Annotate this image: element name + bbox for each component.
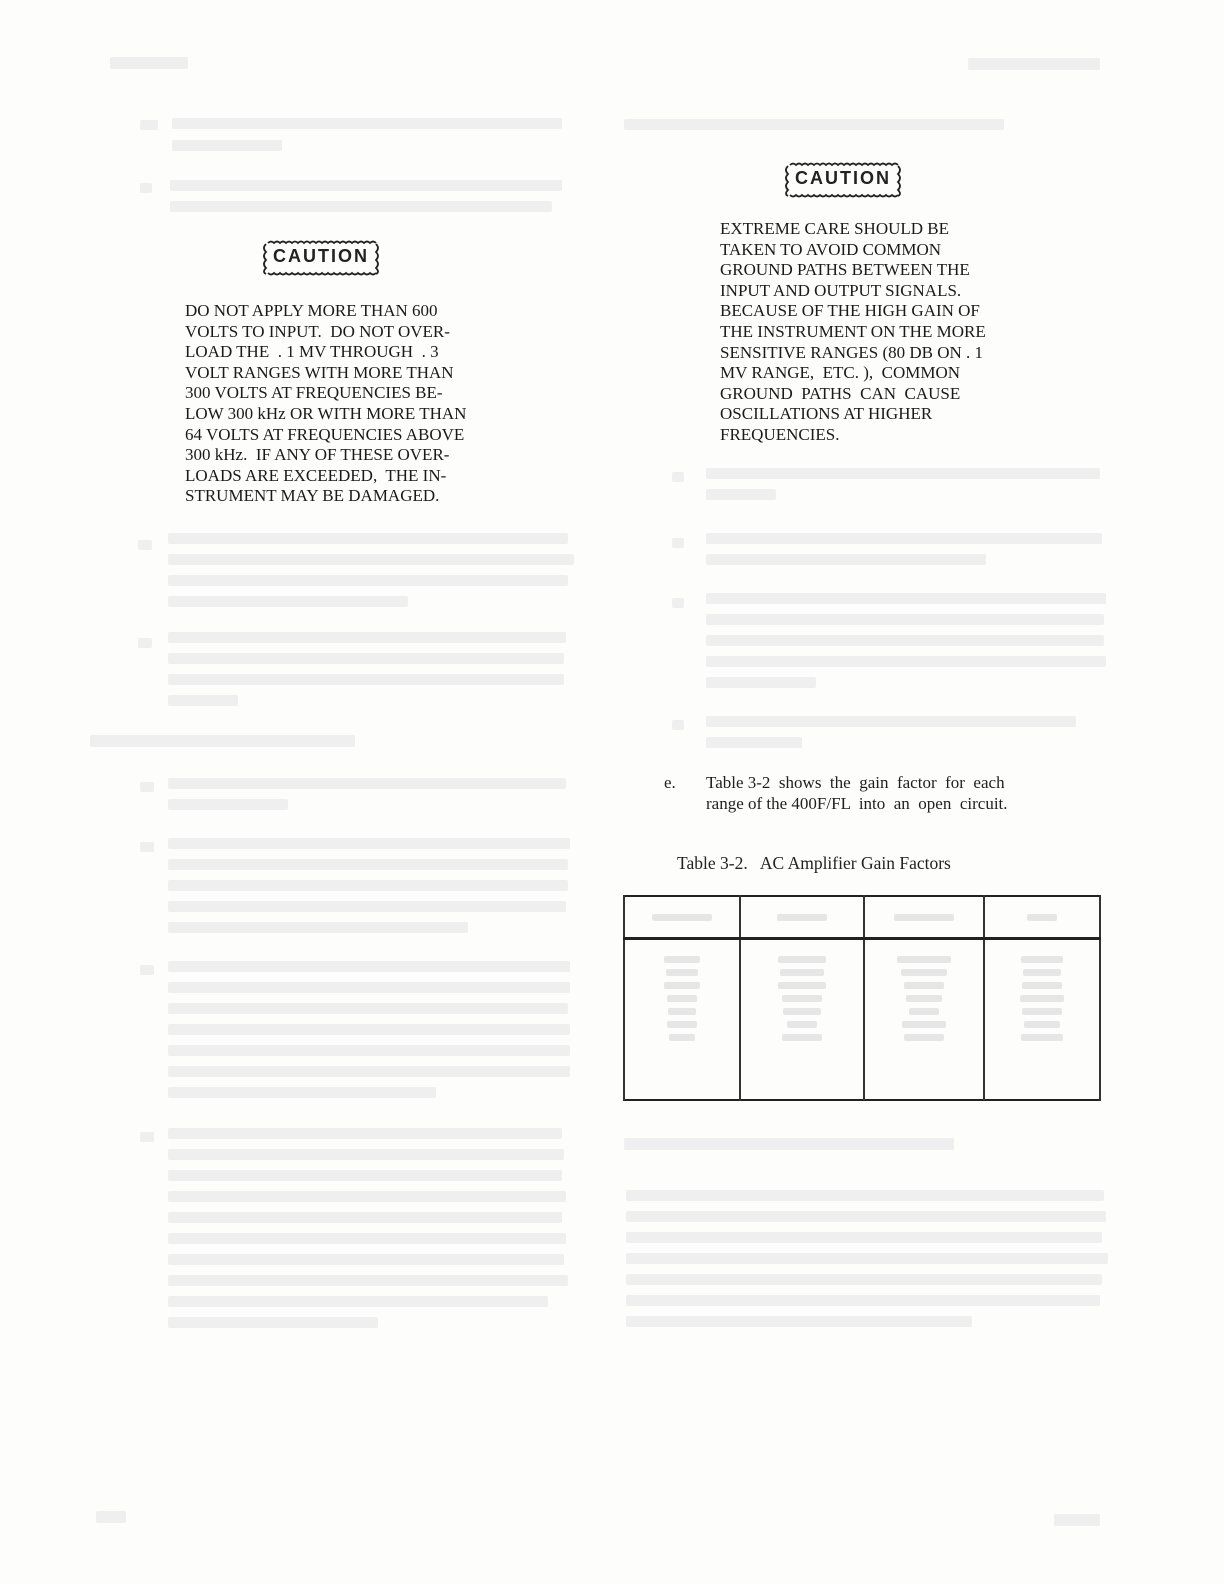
caution-line: INPUT AND OUTPUT SIGNALS. (720, 280, 962, 300)
caution-line: SENSITIVE RANGES (80 DB ON . 1 (720, 342, 984, 362)
faint-text (168, 1087, 436, 1098)
caution-line: BECAUSE OF THE HIGH GAIN OF (720, 301, 980, 321)
faint-text (168, 1233, 566, 1244)
faint-text (706, 677, 816, 688)
table-body-row (624, 939, 1100, 1101)
table-header-cell (984, 896, 1100, 939)
faint-text (168, 880, 568, 891)
faint-text (168, 695, 238, 706)
faint-text (168, 554, 574, 565)
faint-text (168, 1045, 570, 1056)
faint-text (168, 1212, 562, 1223)
faint-text (672, 472, 684, 482)
faint-text (626, 1253, 1108, 1264)
caution-line: LOAD THE . 1 MV THROUGH . 3 (185, 342, 439, 362)
faint-text (626, 1295, 1100, 1306)
faint-text (168, 1066, 570, 1077)
faint-text (140, 1132, 154, 1142)
step-e-letter: e. (664, 773, 676, 792)
faint-text (706, 635, 1104, 646)
caution-line: 64 VOLTS AT FREQUENCIES ABOVE (185, 424, 465, 444)
faint-text (706, 468, 1100, 479)
caution-line: THE INSTRUMENT ON THE MORE (720, 322, 986, 341)
faint-text (168, 533, 568, 544)
faint-text (170, 201, 552, 212)
footer-right-faint (1054, 1514, 1100, 1526)
caution-line: VOLTS TO INPUT. DO NOT OVER- (185, 321, 450, 341)
faint-text (168, 982, 570, 993)
faint-text (626, 1232, 1102, 1243)
faint-text (168, 1317, 378, 1328)
footer-left-faint (96, 1511, 126, 1523)
faint-text (706, 656, 1106, 667)
caution-line: 300 VOLTS AT FREQUENCIES BE- (185, 383, 443, 403)
faint-text (706, 489, 776, 500)
faint-text (624, 119, 1004, 130)
caution-line: FREQUENCIES. (720, 425, 840, 444)
faint-text (168, 922, 468, 933)
caution-line: DO NOT APPLY MORE THAN 600 (185, 301, 438, 320)
table-header-cell (740, 896, 864, 939)
faint-text (624, 1138, 954, 1150)
faint-text (168, 1149, 564, 1160)
step-e-line: range of the 400F/FL into an open circuit. (706, 794, 1008, 813)
faint-text (672, 720, 684, 730)
faint-text (706, 554, 986, 565)
table-cell (624, 939, 740, 1101)
faint-text (140, 120, 158, 130)
faint-text (626, 1274, 1102, 1285)
faint-text (168, 1275, 568, 1286)
faint-text (90, 735, 355, 747)
faint-text (138, 540, 152, 550)
faint-text (168, 838, 570, 849)
faint-text (706, 593, 1106, 604)
table-caption: Table 3-2. AC Amplifier Gain Factors (677, 853, 951, 873)
caution-line: OSCILLATIONS AT HIGHER (720, 404, 933, 424)
table-cell (864, 939, 984, 1101)
faint-text (168, 674, 564, 685)
caution-line: MV RANGE, ETC. ), COMMON (720, 363, 961, 383)
faint-text (140, 183, 152, 193)
faint-text (170, 180, 562, 191)
faint-text (168, 596, 408, 607)
caution-line: GROUND PATHS CAN CAUSE (720, 383, 961, 403)
faint-text (168, 799, 288, 810)
faint-text (168, 778, 566, 789)
faint-text (168, 1296, 548, 1307)
caution-line: 300 kHz. IF ANY OF THESE OVER- (185, 445, 450, 465)
faint-text (168, 1024, 570, 1035)
faint-text (706, 716, 1076, 727)
caution-line: LOW 300 kHz OR WITH MORE THAN (185, 404, 467, 423)
faint-text (138, 638, 152, 648)
table-header-cell (624, 896, 740, 939)
header-left-faint (110, 57, 188, 69)
faint-text (168, 1128, 562, 1139)
faint-text (626, 1316, 972, 1327)
faint-text (168, 575, 568, 586)
table-cell (984, 939, 1100, 1101)
faint-text (168, 632, 566, 643)
faint-text (168, 901, 566, 912)
gain-factors-table (623, 895, 1101, 1101)
faint-text (168, 1191, 566, 1202)
caution-label: CAUTION (273, 246, 369, 266)
faint-text (140, 842, 154, 852)
faint-text (172, 140, 282, 151)
faint-text (168, 653, 564, 664)
header-right-faint (968, 58, 1100, 70)
caution-label: CAUTION (795, 168, 891, 188)
faint-text (140, 965, 154, 975)
faint-text (626, 1190, 1104, 1201)
faint-text (168, 1170, 562, 1181)
caution-line: STRUMENT MAY BE DAMAGED. (185, 486, 440, 506)
caution-line: LOADS ARE EXCEEDED, THE IN- (185, 465, 447, 485)
faint-text (168, 1254, 564, 1265)
faint-text (168, 1003, 568, 1014)
faint-text (168, 961, 570, 972)
caution-badge-left (260, 240, 382, 276)
faint-text (672, 598, 684, 608)
faint-text (172, 118, 562, 129)
caution-line: VOLT RANGES WITH MORE THAN (185, 362, 454, 382)
faint-text (626, 1211, 1106, 1222)
caution-line: EXTREME CARE SHOULD BE (720, 219, 950, 238)
faint-text (168, 859, 568, 870)
faint-text (706, 533, 1102, 544)
table-cell (740, 939, 864, 1101)
caution-badge-right (782, 162, 904, 198)
caution-line: TAKEN TO AVOID COMMON (720, 239, 942, 259)
step-e-line: Table 3-2 shows the gain factor for each (706, 773, 1005, 792)
faint-text (140, 782, 154, 792)
caution-line: GROUND PATHS BETWEEN THE (720, 260, 970, 280)
table-header-row (624, 896, 1100, 939)
faint-text (706, 614, 1104, 625)
faint-text (706, 737, 802, 748)
faint-text (672, 538, 684, 548)
table-header-cell (864, 896, 984, 939)
